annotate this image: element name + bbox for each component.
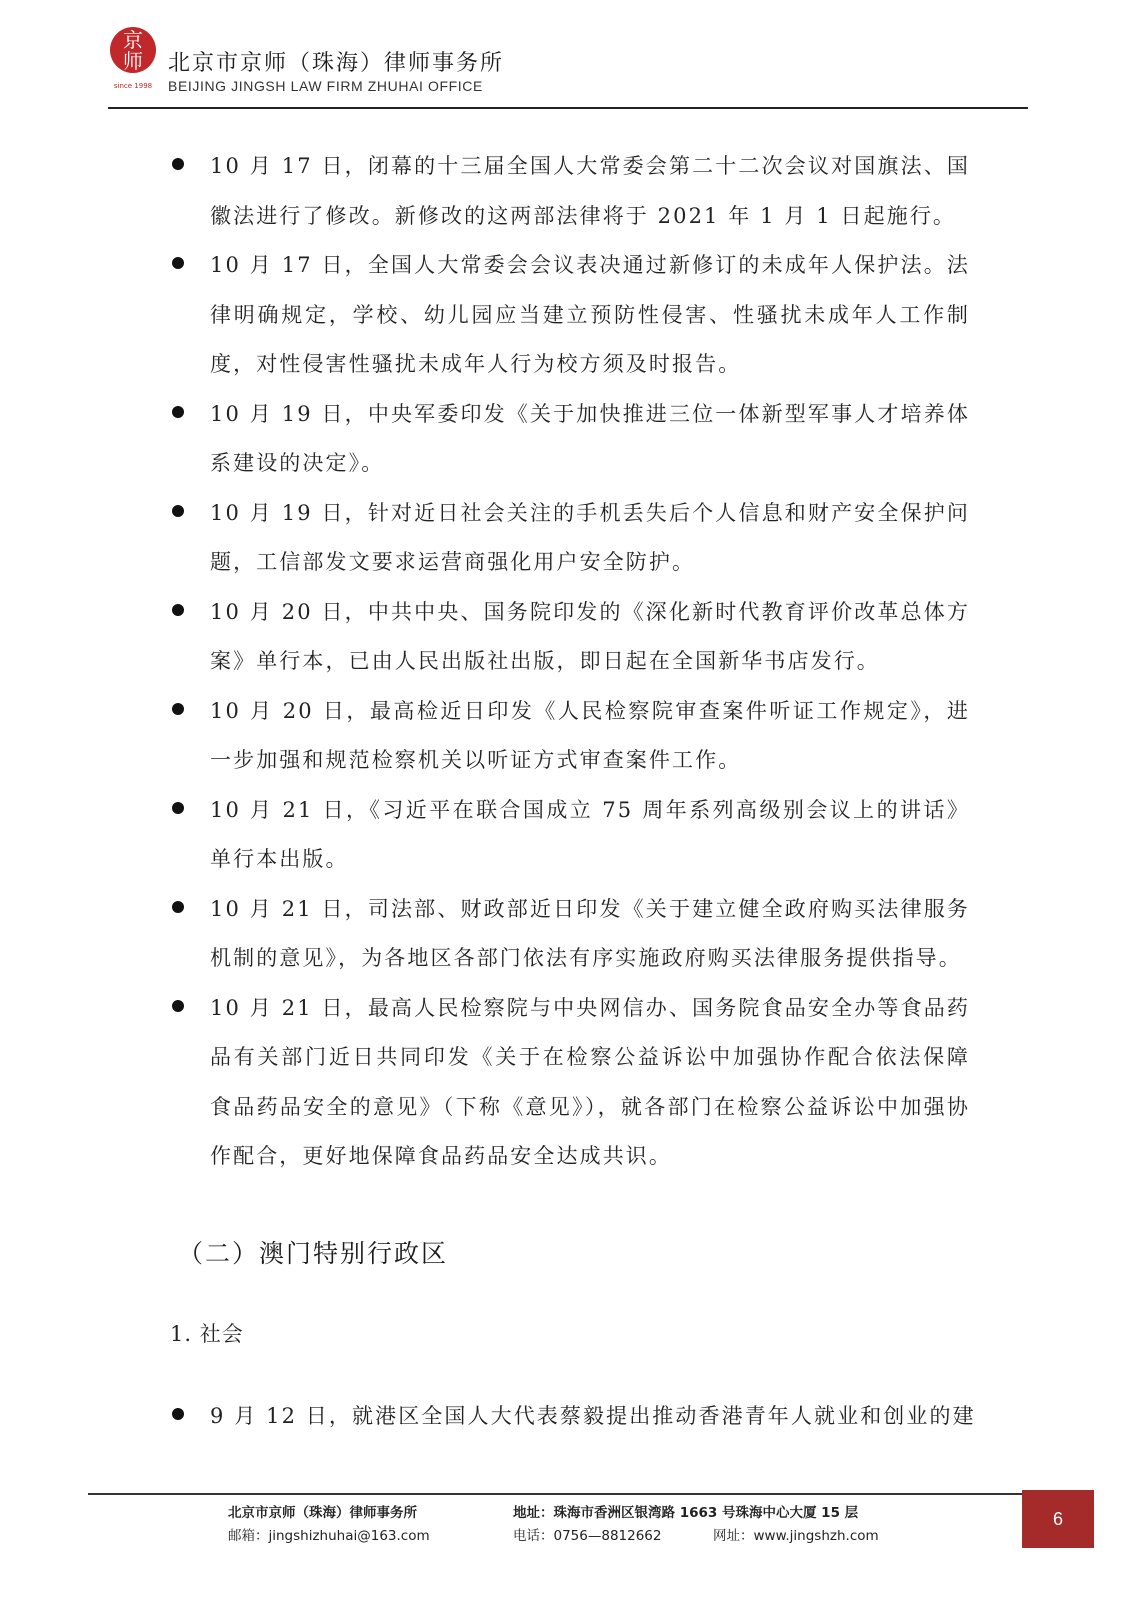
- list-item: [170, 687, 970, 786]
- list-item: [170, 1392, 976, 1442]
- bullet-icon: [172, 802, 184, 814]
- page-number-badge: [1022, 1490, 1094, 1548]
- list-item: [170, 885, 970, 984]
- list-item: [170, 489, 970, 588]
- bullet-icon: [172, 158, 184, 170]
- list-item-text: 10 月 20 日，中共中央、国务院印发的《深化新时代教育评价改革总体方案》单行本，已由人民出版社出版，即日起在全国新华书店发行。: [210, 599, 970, 673]
- list-item-text: 10 月 20 日，最高检近日印发《人民检察院审查案件听证工作规定》，进一步加强和规范检察机关以听证方式审查案件工作。: [210, 698, 970, 772]
- bullet-icon: [172, 1000, 184, 1012]
- page-header: [108, 20, 1028, 110]
- sub-heading: 1. 社会: [170, 1322, 244, 1346]
- logo-char-2: 师: [123, 49, 143, 73]
- footer-phone: 电话：0756—8812662: [513, 1528, 662, 1544]
- firm-name-cn: 北京市京师（珠海）律师事务所: [168, 51, 505, 76]
- list-item: [170, 390, 970, 489]
- footer-email: 邮箱：jingshizhuhai@163.com: [228, 1528, 430, 1544]
- news-list-continued: [170, 1392, 976, 1442]
- footer-firm-name: 北京市京师（珠海）律师事务所: [228, 1505, 417, 1521]
- section-heading: （二）澳门特别行政区: [178, 1239, 449, 1268]
- list-item-text: 10 月 21 日，《习近平在联合国成立 75 周年系列高级别会议上的讲话》单行本出版。: [210, 797, 970, 871]
- bullet-icon: [172, 505, 184, 517]
- bullet-icon: [172, 257, 184, 269]
- list-item: [170, 786, 970, 885]
- logo-char-1: 京: [123, 28, 143, 52]
- list-item-text: 10 月 19 日，针对近日社会关注的手机丢失后个人信息和财产安全保护问题，工信部发文要求运营商强化用户安全防护。: [210, 500, 970, 574]
- news-list: [170, 142, 970, 1182]
- logo-since: since 1998: [113, 82, 153, 90]
- bullet-icon: [172, 1408, 184, 1420]
- list-item-text: 10 月 21 日，最高人民检察院与中央网信办、国务院食品安全办等食品药品有关部门近日共同印发《关于在检察公益诉讼中加强协作配合依法保障食品药品安全的意见》（下称《意见》），就各部门在检察公益诉讼中加强协作配合，更好地保障食品药品安全达成共识。: [210, 995, 970, 1168]
- list-item: [170, 241, 970, 390]
- list-item-text: 9 月 12 日，就港区全国人大代表蔡毅提出推动香港青年人就业和创业的建: [210, 1404, 976, 1428]
- list-item-text: 10 月 21 日，司法部、财政部近日印发《关于建立健全政府购买法律服务机制的意见》，为各地区各部门依法有序实施政府购买法律服务提供指导。: [210, 896, 970, 970]
- bullet-icon: [172, 406, 184, 418]
- page-number: 6: [1052, 1508, 1063, 1529]
- bullet-icon: [172, 604, 184, 616]
- list-item-text: 10 月 19 日，中央军委印发《关于加快推进三位一体新型军事人才培养体系建设的决定》。: [210, 401, 970, 475]
- footer-divider: [88, 1493, 1023, 1495]
- list-item: [170, 142, 970, 241]
- firm-logo: [108, 20, 158, 92]
- list-item: [170, 588, 970, 687]
- list-item: [170, 984, 970, 1182]
- bullet-icon: [172, 703, 184, 715]
- header-divider: [108, 107, 1028, 109]
- bullet-icon: [172, 901, 184, 913]
- firm-name-en: BEIJING JINGSH LAW FIRM ZHUHAI OFFICE: [168, 78, 483, 94]
- footer-address: 地址：珠海市香洲区银湾路 1663 号珠海中心大厦 15 层: [513, 1505, 859, 1521]
- list-item-text: 10 月 17 日，全国人大常委会会议表决通过新修订的未成年人保护法。法律明确规定，学校、幼儿园应当建立预防性侵害、性骚扰未成年人工作制度，对性侵害性骚扰未成年人行为校方须及时报告。: [210, 253, 970, 376]
- footer-website: 网址：www.jingshzh.com: [713, 1528, 879, 1544]
- list-item-text: 10 月 17 日，闭幕的十三届全国人大常委会第二十二次会议对国旗法、国徽法进行了修改。新修改的这两部法律将于 2021 年 1 月 1 日起施行。: [210, 154, 970, 228]
